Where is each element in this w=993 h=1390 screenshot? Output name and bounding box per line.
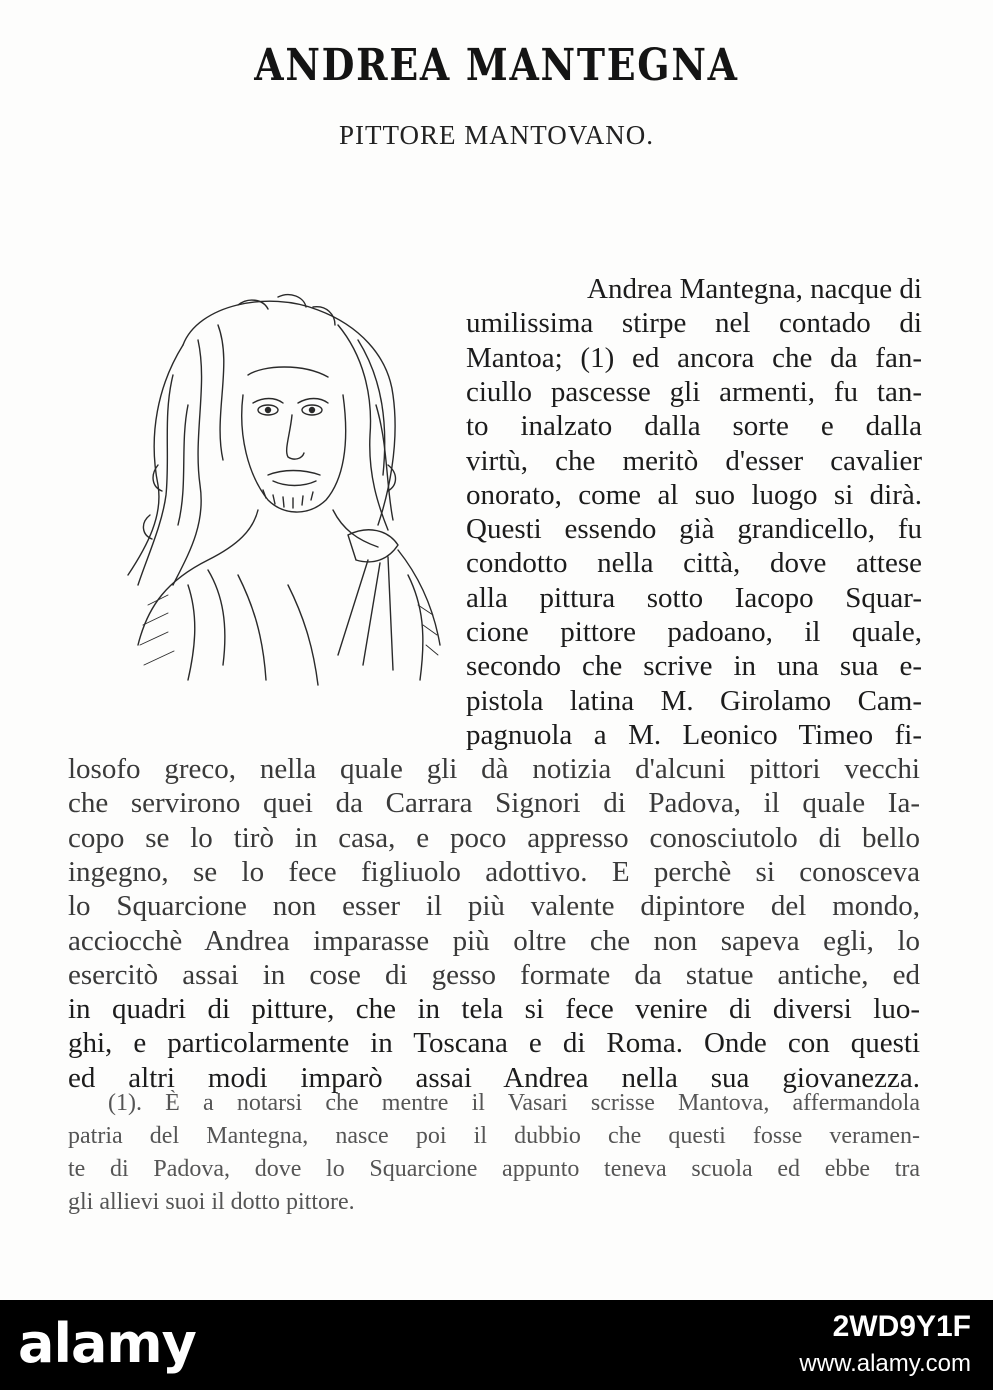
text-line: pagnuola a M. Leonico Timeo fi- xyxy=(466,718,922,751)
text-line: pistola latina M. Girolamo Cam- xyxy=(466,684,922,717)
text-line: ciullo pascesse gli armenti, fu tan- xyxy=(466,375,922,408)
text-line: umilissima stirpe nel contado di xyxy=(466,307,922,340)
text-line: ghi, e particolarmente in Toscana e di Roma. Onde con questi xyxy=(68,1027,920,1060)
text-line: che servirono quei da Carrara Signori di Padova, il quale Ia- xyxy=(68,787,920,820)
alamy-logo: alamy xyxy=(18,1312,196,1375)
text-line: virtù, che meritò d'esser cavalier xyxy=(466,444,922,477)
image-id: 2WD9Y1F xyxy=(832,1310,971,1343)
text-line: ed altri modi imparò assai Andrea nella sua giovanezza. xyxy=(68,1061,920,1094)
text-line: secondo che scrive in una sua e- xyxy=(466,650,922,683)
text-line: acciocchè Andrea imparasse più oltre che non sapeva egli, lo xyxy=(68,924,920,957)
footnote-line: (1). È a notarsi che mentre il Vasari scrisse Mantova, affermandola xyxy=(108,1090,920,1116)
footnote-line: patria del Mantegna, nasce poi il dubbio che questi fosse veramen- xyxy=(68,1123,920,1149)
text-line: Questi essendo già grandicello, fu xyxy=(466,513,922,546)
text-line: onorato, come al suo luogo si dirà. xyxy=(466,478,922,511)
text-line: alla pittura sotto Iacopo Squar- xyxy=(466,581,922,614)
text-line: lo Squarcione non esser il più valente dipintore del mondo, xyxy=(68,890,920,923)
text-line: cione pittore padoano, il quale, xyxy=(466,616,922,648)
text-line: esercitò assai in cose di gesso formate da statue antiche, ed xyxy=(68,958,920,991)
text-line: in quadri di pitture, che in tela si fece venire di diversi luo- xyxy=(68,993,920,1026)
text-line: Mantoa; (1) ed ancora che da fan- xyxy=(466,341,922,374)
portrait-engraving xyxy=(88,285,458,690)
text-line: copo se lo tirò in casa, e poco appresso conosciutolo di bello xyxy=(68,821,920,854)
footnote-line: te di Padova, dove lo Squarcione appunto teneva scuola ed ebbe tra xyxy=(68,1156,920,1182)
footnote-line: gli allievi suoi il dotto pittore. xyxy=(68,1189,355,1215)
text-line: to inalzato dalla sorte e dalla xyxy=(466,410,922,443)
page-title: ANDREA MANTEGNA xyxy=(254,40,739,91)
page-subtitle: PITTORE MANTOVANO. xyxy=(338,120,655,150)
text-line: condotto nella città, dove attese xyxy=(466,547,922,580)
site-url: www.alamy.com xyxy=(799,1350,971,1377)
text-line: ingegno, se lo fece figliuolo adottivo. E perchè si conosceva xyxy=(68,855,920,888)
text-line: Andrea Mantegna, nacque di xyxy=(587,273,922,305)
text-line: losofo greco, nella quale gli dà notizia d'alcuni pittori vecchi xyxy=(68,753,920,785)
